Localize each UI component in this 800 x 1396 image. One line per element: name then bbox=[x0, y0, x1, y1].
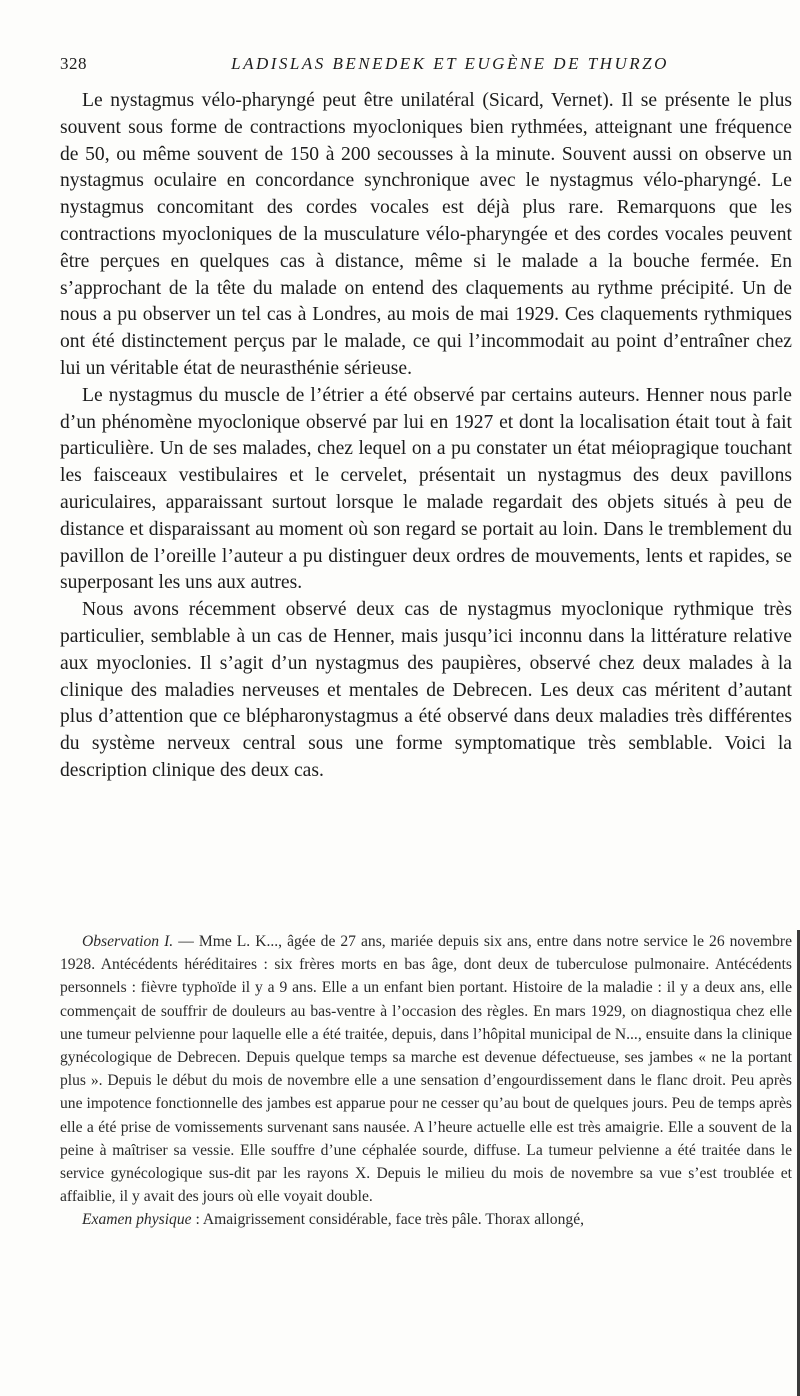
examen-paragraph bbox=[60, 1208, 792, 1231]
main-text bbox=[60, 88, 792, 785]
observation-text: — Mme L. K..., âgée de 27 ans, mariée depuis six ans, entre dans notre service le 26 novembre 1928. Antécédents héréditaires : six frères morts en bas âge, dont deux de tuberculose pulmonaire. Antécédents personnels : fièvre typhoïde il y a 9 ans. Elle a un enfant bien portant. Histoire de la maladie : il y a deux ans, elle commençait de souffrir de douleurs au bas-ventre à l’occasion des règles. En mars 1929, on diagnostiqua chez elle une tumeur pelvienne pour laquelle elle a été traitée, depuis, dans l’hôpital municipal de N..., ensuite dans la clinique gynécologique de Debrecen. Depuis quelque temps sa marche est devenue défectueuse, ses jambes « ne la portant plus ». Depuis le début du mois de novembre elle a une sensation d’engourdissement dans le flanc droit. Peu après une impotence fonctionnelle des jambes est apparue pour ne cesser qu’au bout de quelques jours. Peu de temps après elle a été prise de vomissements survenant sans nausée. A l’heure actuelle elle est très amaigrie. Elle a souvent de la peine à maîtriser sa vessie. Elle souffre d’une céphalée sourde, diffuse. La tumeur pelvienne a été traitée dans le service gynécologique sus-dit par les rayons X. Depuis le milieu du mois de novembre sa vue s’est troublée et affaiblie, il y avait des jours où elle voyait double. bbox=[60, 933, 792, 1206]
examen-text: : Amaigrissement considérable, face très pâle. Thorax allongé, bbox=[191, 1211, 585, 1229]
running-title: LADISLAS BENEDEK ET EUGÈNE DE THURZO bbox=[231, 54, 669, 73]
page-header bbox=[60, 54, 792, 80]
paragraph-velo-pharyngeal: Le nystagmus vélo-pharyngé peut être unilatéral (Sicard, Vernet). Il se présente le plus souvent sous forme de contractions myocloniques bien rythmées, atteignant une fréquence de 50, ou même souvent de 150 à 200 secousses à la minute. Souvent aussi on observe un nystagmus oculaire en concordance synchronique avec le nystagmus vélo-pharyngé. Le nystagmus concomitant des cordes vocales est déjà plus rare. Remarquons que les contractions myocloniques de la musculature vélo-pharyngée et des cordes vocales peuvent être perçues en quelques cas à distance, même si le malade a la bouche fermée. En s’approchant de la tête du malade on entend des claquements au rythme précipité. Un de nous a pu observer un tel cas à Londres, au mois de mai 1929. Ces claquements rythmiques ont été distinctement perçus par le malade, ce qui l’incommodait au point d’entraîner chez lui un véritable état de neurasthénie sérieuse. bbox=[60, 90, 792, 379]
case-observation bbox=[60, 930, 792, 1232]
paragraph-stapedius: Le nystagmus du muscle de l’étrier a été observé par certains auteurs. Henner nous parle d’un phénomène myoclonique observé par lui en 1927 et dont la localisation était tout à fait particulière. Un de ses malades, chez lequel on a pu constater un état méiopragique touchant les faisceaux vestibulaires et le cervelet, présentait un nystagmus des deux pavillons auriculaires, apparaissant surtout lorsque le malade regardait des objets situés à peu de distance et disparaissant au moment où son regard se portait au loin. Dans le tremblement du pavillon de l’oreille l’auteur a pu distinguer deux ordres de mouvements, lents et rapides, se superposant les uns aux autres. bbox=[60, 384, 792, 594]
examen-heading: Examen physique bbox=[82, 1211, 192, 1229]
observation-heading: Observation I. bbox=[82, 933, 174, 950]
observation-paragraph bbox=[60, 930, 792, 1208]
page-number: 328 bbox=[60, 54, 87, 73]
paragraph-blepharonystagmus: Nous avons récemment observé deux cas de nystagmus myoclonique rythmique très particulier, semblable à un cas de Henner, mais jusqu’ici inconnu dans la littérature relative aux myoclonies. Il s’agit d’un nystagmus des paupières, observé chez deux malades à la clinique des maladies nerveuses et mentales de Debrecen. Les deux cas méritent d’autant plus d’attention que ce blépharonystagmus a été observé dans deux maladies très différentes du système nerveux central sous une forme symptomatique très semblable. Voici la description clinique des deux cas. bbox=[60, 599, 792, 781]
